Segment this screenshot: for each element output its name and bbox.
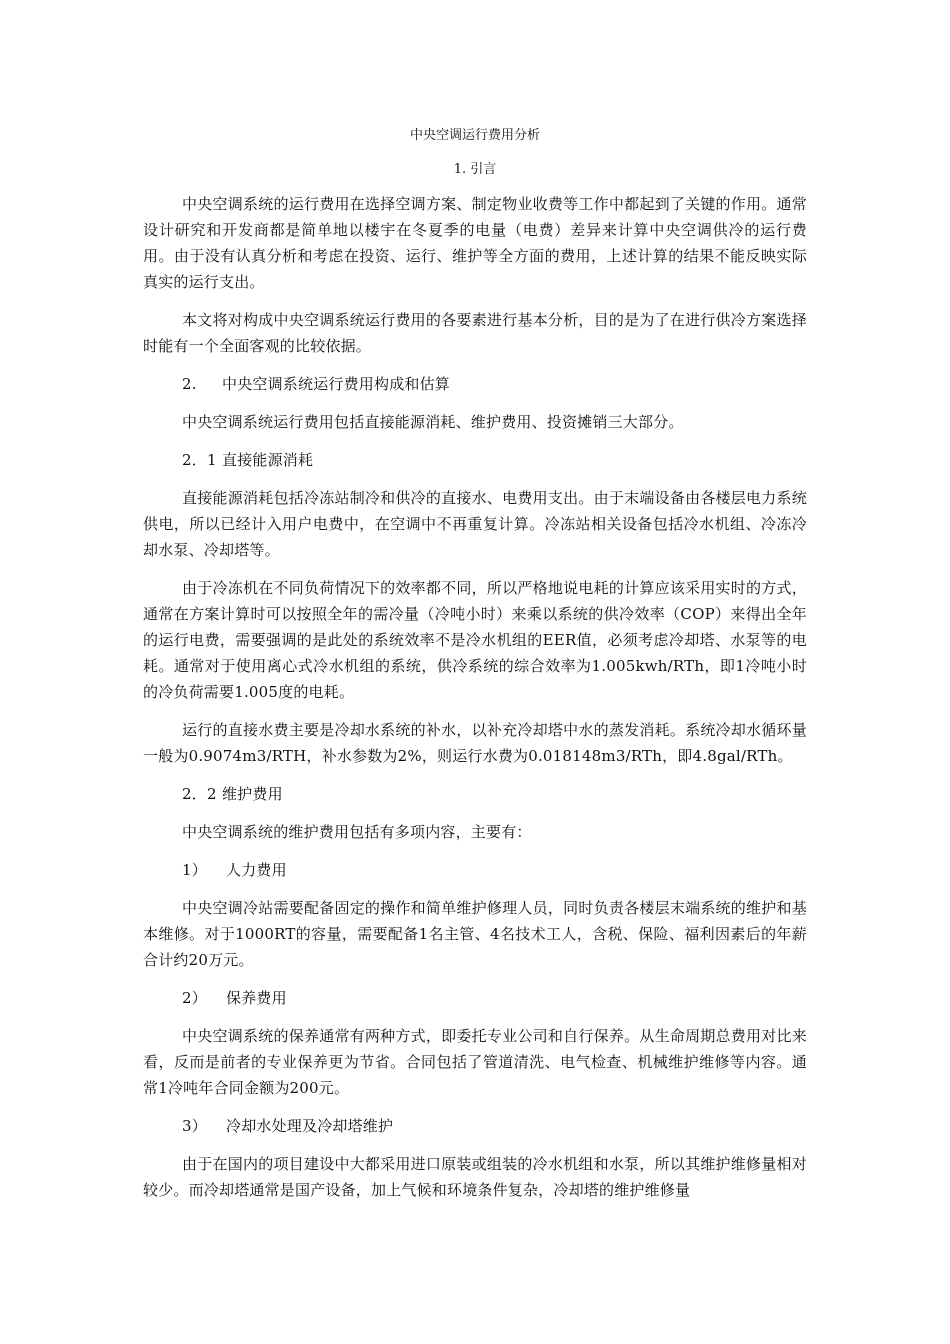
document-title: 中央空调运行费用分析 (409, 128, 540, 143)
paragraph-8: 中央空调冷站需要配备固定的操作和简单维护修理人员，同时负责各楼层末端系统的维护和基本维修。对于1000RT的容量，需要配备1名主管、4名技术工人，含税、保险、福利因素后的年薪合计约20万元。 (143, 899, 807, 969)
paragraph-5: 由于冷冻机在不同负荷情况下的效率都不同，所以严格地说电耗的计算应该采用实时的方式，通常在方案计算时可以按照全年的需冷量（冷吨小时）来乘以系统的供冷效率（COP）来得出全年的运行电费，需要强调的是此处的系统效率不是冷水机组的EER值，必须考虑冷却塔、水泵等的电耗。通常对于使用离心式冷水机组的系统，供冷系统的综合效率为1.005kwh/RTh，即1冷吨小时的冷负荷需要1.005度的电耗。 (143, 579, 807, 701)
section-title: 维护费用 (222, 785, 283, 803)
paragraph-1: 中央空调系统的运行费用在选择空调方案、制定物业收费等工作中都起到了关键的作用。通常设计研究和开发商都是简单地以楼宇在冬夏季的电量（电费）差异来计算中央空调供冷的运行费用。由于没有认真分析和考虑在投资、运行、维护等全方面的费用，上述计算的结果不能反映实际真实的运行支出。 (143, 195, 807, 291)
list-item-2 (143, 985, 807, 1011)
paragraph-7: 中央空调系统的维护费用包括有多项内容，主要有： (182, 823, 532, 841)
list-title: 保养费用 (226, 989, 287, 1007)
section-heading-introduction: 1. 引言 (453, 162, 497, 177)
list-number: 2） (182, 989, 207, 1007)
section-title: 中央空调系统运行费用构成和估算 (222, 375, 451, 393)
document-body (143, 125, 807, 1215)
paragraph-10: 由于在国内的项目建设中大都采用进口原装或组装的冷水机组和水泵，所以其维护维修量相对较少。而冷却塔通常是国产设备，加上气候和环境条件复杂，冷却塔的维护维修量 (143, 1155, 807, 1199)
section-heading-2-2 (143, 781, 807, 807)
list-item-3 (143, 1113, 807, 1139)
section-title: 直接能源消耗 (222, 451, 314, 469)
paragraph-6: 运行的直接水费主要是冷却水系统的补水，以补充冷却塔中水的蒸发消耗。系统冷却水循环量一般为0.9074m3/RTH，补水参数为2%，则运行水费为0.018148m3/RTh，即4.8gal/RTh。 (143, 721, 807, 765)
paragraph-2: 本文将对构成中央空调系统运行费用的各要素进行基本分析，目的是为了在进行供冷方案选择时能有一个全面客观的比较依据。 (143, 311, 807, 355)
section-number: 2．1 (182, 451, 217, 469)
section-heading-2 (143, 371, 807, 397)
section-number: 2. (182, 375, 197, 393)
list-item-1 (143, 857, 807, 883)
paragraph-3: 中央空调系统运行费用包括直接能源消耗、维护费用、投资摊销三大部分。 (182, 413, 684, 431)
paragraph-9: 中央空调系统的保养通常有两种方式，即委托专业公司和自行保养。从生命周期总费用对比来看，反而是前者的专业保养更为节省。合同包括了管道清洗、电气检查、机械维护维修等内容。通常1冷吨年合同金额为200元。 (143, 1027, 807, 1097)
section-number: 2．2 (182, 785, 217, 803)
list-title: 人力费用 (226, 861, 287, 879)
list-number: 3） (182, 1117, 207, 1135)
section-heading-2-1 (143, 447, 807, 473)
list-number: 1） (182, 861, 207, 879)
paragraph-4: 直接能源消耗包括冷冻站制冷和供冷的直接水、电费用支出。由于末端设备由各楼层电力系统供电，所以已经计入用户电费中，在空调中不再重复计算。冷冻站相关设备包括冷水机组、冷冻冷却水泵、冷却塔等。 (143, 489, 807, 559)
list-title: 冷却水处理及冷却塔维护 (226, 1117, 394, 1135)
